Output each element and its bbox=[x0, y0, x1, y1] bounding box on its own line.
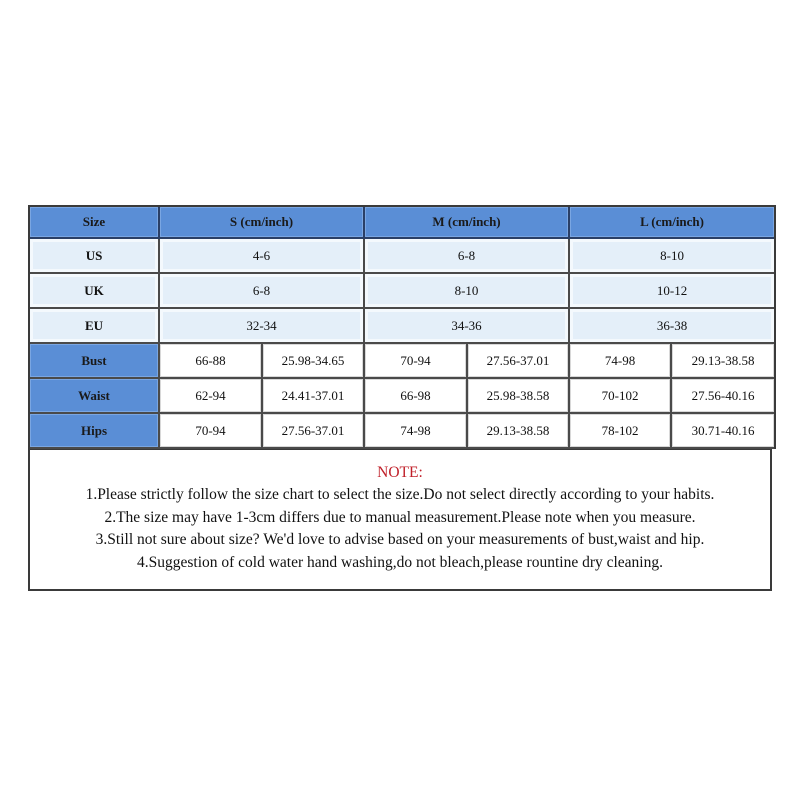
eu-l-value: 36-38 bbox=[570, 309, 774, 344]
eu-row bbox=[30, 309, 774, 344]
waist-s-cm: 62-94 bbox=[160, 379, 263, 414]
notes-box bbox=[28, 449, 772, 591]
row-label-us: US bbox=[30, 239, 160, 274]
waist-s-inch: 24.41-37.01 bbox=[263, 379, 365, 414]
row-label-hips: Hips bbox=[30, 414, 160, 449]
note-line-3: 3.Still not sure about size? We'd love to advise based on your measurements of bust,waist and hip. bbox=[95, 531, 705, 548]
uk-row bbox=[30, 274, 774, 309]
bust-s-cm: 66-88 bbox=[160, 344, 263, 379]
size-l-header: L (cm/inch) bbox=[570, 207, 774, 239]
note-line-2: 2.The size may have 1-3cm differs due to manual measurement.Please note when you measure. bbox=[104, 508, 696, 526]
note-title: NOTE: bbox=[377, 464, 423, 481]
us-m-value: 6-8 bbox=[365, 239, 570, 274]
size-header: Size bbox=[30, 207, 160, 239]
note-line-1: 1.Please strictly follow the size chart to select the size.Do not select directly according to your habits. bbox=[85, 486, 715, 503]
uk-m-value: 8-10 bbox=[365, 274, 570, 309]
header-row bbox=[30, 207, 774, 239]
uk-l-value: 10-12 bbox=[570, 274, 774, 309]
hips-m-cm: 74-98 bbox=[365, 414, 468, 449]
hips-row bbox=[30, 414, 774, 449]
us-l-value: 8-10 bbox=[570, 239, 774, 274]
row-label-uk: UK bbox=[30, 274, 160, 309]
us-s-value: 4-6 bbox=[160, 239, 365, 274]
us-row bbox=[30, 239, 774, 274]
waist-l-cm: 70-102 bbox=[570, 379, 672, 414]
bust-m-inch: 27.56-37.01 bbox=[468, 344, 570, 379]
waist-l-inch: 27.56-40.16 bbox=[672, 379, 774, 414]
hips-m-inch: 29.13-38.58 bbox=[468, 414, 570, 449]
uk-s-value: 6-8 bbox=[160, 274, 365, 309]
size-chart bbox=[28, 205, 772, 591]
bust-s-inch: 25.98-34.65 bbox=[263, 344, 365, 379]
size-s-header: S (cm/inch) bbox=[160, 207, 365, 239]
bust-l-inch: 29.13-38.58 bbox=[672, 344, 774, 379]
hips-l-cm: 78-102 bbox=[570, 414, 672, 449]
eu-m-value: 34-36 bbox=[365, 309, 570, 344]
bust-m-cm: 70-94 bbox=[365, 344, 468, 379]
hips-s-cm: 70-94 bbox=[160, 414, 263, 449]
bust-l-cm: 74-98 bbox=[570, 344, 672, 379]
note-line-4: 4.Suggestion of cold water hand washing,do not bleach,please rountine dry cleaning. bbox=[136, 553, 663, 571]
waist-m-inch: 25.98-38.58 bbox=[468, 379, 570, 414]
eu-s-value: 32-34 bbox=[160, 309, 365, 344]
row-label-bust: Bust bbox=[30, 344, 160, 379]
size-m-header: M (cm/inch) bbox=[365, 207, 570, 239]
size-table bbox=[28, 205, 776, 449]
waist-m-cm: 66-98 bbox=[365, 379, 468, 414]
waist-row bbox=[30, 379, 774, 414]
hips-l-inch: 30.71-40.16 bbox=[672, 414, 774, 449]
row-label-waist: Waist bbox=[30, 379, 160, 414]
row-label-eu: EU bbox=[30, 309, 160, 344]
bust-row bbox=[30, 344, 774, 379]
hips-s-inch: 27.56-37.01 bbox=[263, 414, 365, 449]
